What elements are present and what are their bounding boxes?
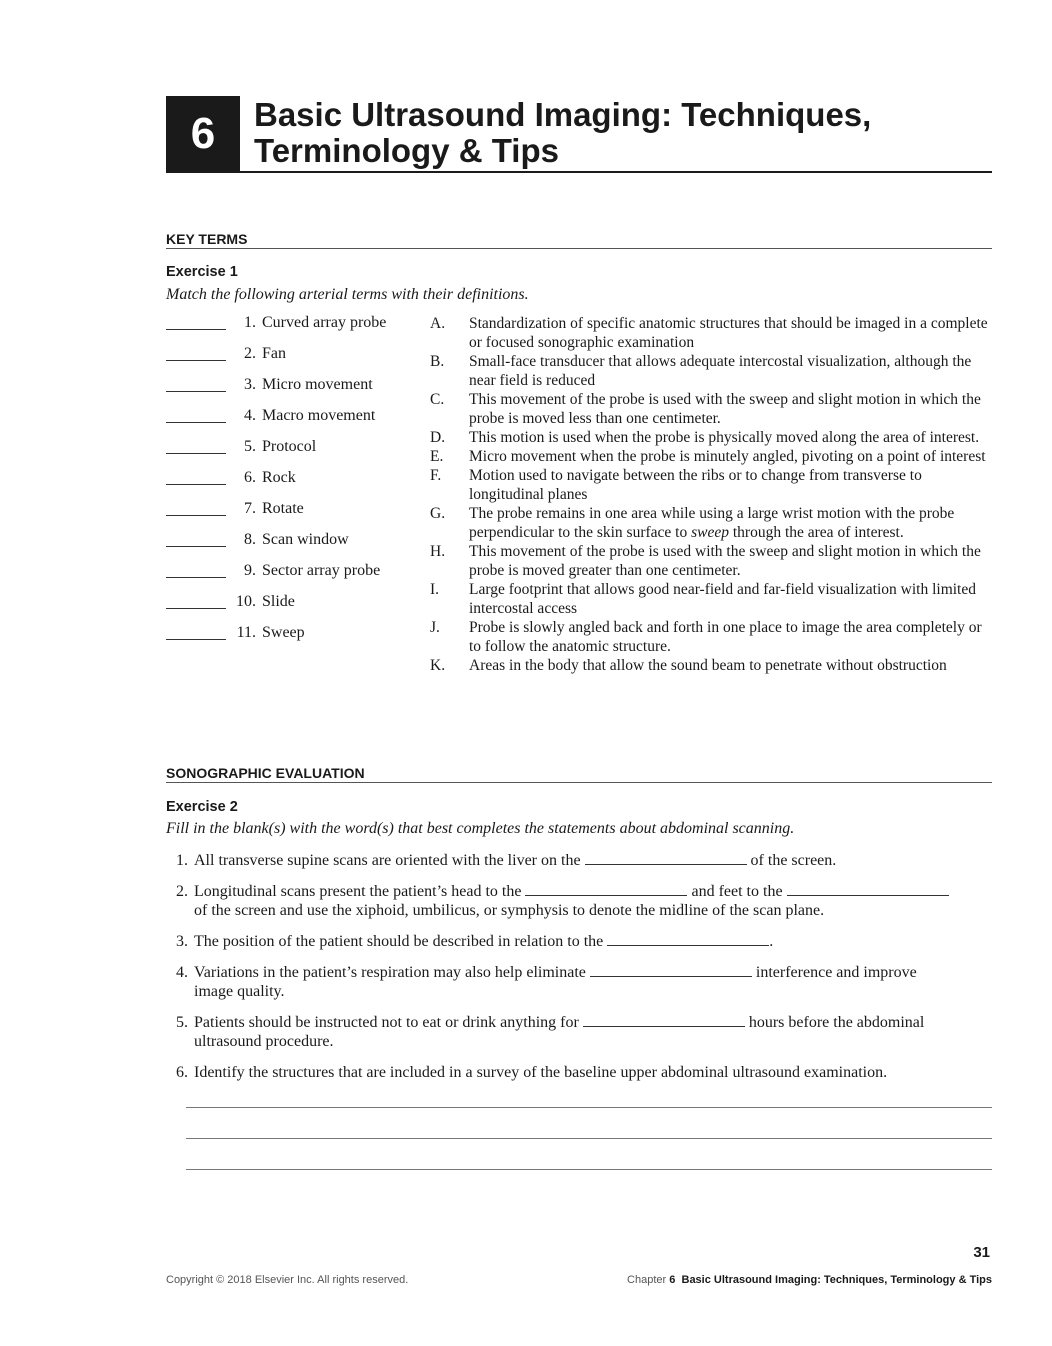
term-list xyxy=(166,314,426,655)
sonographic-evaluation-heading: SONOGRAPHIC EVALUATION xyxy=(166,765,992,783)
chapter-title-line-1: Basic Ultrasound Imaging: Techniques, xyxy=(254,96,872,133)
term-item: 7. Rotate xyxy=(166,500,426,531)
question-4: 4. Variations in the patient’s respiration may also help eliminate interference and improve image quality. xyxy=(176,964,917,1000)
definition-item: H. This movement of the probe is used with the sweep and slight motion in which the probe is moved greater than one centimeter. xyxy=(430,543,981,579)
answer-blank[interactable] xyxy=(166,595,226,609)
chapter-rule xyxy=(166,171,992,173)
term-item: 4. Macro movement xyxy=(166,407,426,438)
definition-item: C. This movement of the probe is used with the sweep and slight motion in which the probe is moved less than one centimeter. xyxy=(430,391,981,427)
copyright-notice: Copyright © 2018 Elsevier Inc. All rights reserved. xyxy=(166,1274,409,1286)
term-item: 10. Slide xyxy=(166,593,426,624)
answer-blank[interactable] xyxy=(166,378,226,392)
answer-blank[interactable] xyxy=(166,564,226,578)
chapter-number-box xyxy=(166,96,240,172)
term-item: 2. Fan xyxy=(166,345,426,376)
page-number: 31 xyxy=(973,1244,990,1261)
exercise-1-instruction: Match the following arterial terms with their definitions. xyxy=(166,286,529,303)
definition-list xyxy=(426,314,992,675)
fill-blank[interactable] xyxy=(607,933,769,946)
term-item: 8. Scan window xyxy=(166,531,426,562)
answer-line[interactable] xyxy=(186,1138,992,1139)
chapter-title-line-2: Terminology & Tips xyxy=(254,132,559,169)
question-3: 3. The position of the patient should be described in relation to the . xyxy=(176,933,774,950)
definition-item: G. The probe remains in one area while using a large wrist motion with the probe perpendicular to the skin surface to sweep through the area of interest. xyxy=(430,505,955,541)
question-1: 1. All transverse supine scans are oriented with the liver on the of the screen. xyxy=(176,852,837,869)
term-item: 9. Sector array probe xyxy=(166,562,426,593)
question-2: 2. Longitudinal scans present the patient’s head to the and feet to the of the screen and use the xiphoid, umbilicus, or symphysis to denote the midline of the scan plane. xyxy=(166,882,992,920)
answer-blank[interactable] xyxy=(166,409,226,423)
fill-blank[interactable] xyxy=(525,883,687,896)
fill-blank[interactable] xyxy=(583,1014,745,1027)
term-item: 5. Protocol xyxy=(166,438,426,469)
definition-item: J. Probe is slowly angled back and forth in one place to image the area completely or to follow the anatomic structure. xyxy=(430,619,982,655)
question-6: 6. Identify the structures that are included in a survey of the baseline upper abdominal ultrasound examination. xyxy=(176,1064,888,1081)
fill-blank[interactable] xyxy=(590,964,752,977)
definition-item: K. Areas in the body that allow the sound beam to penetrate without obstruction xyxy=(430,657,947,674)
footer-chapter-label: Chapter xyxy=(627,1274,667,1286)
term-item: 3. Micro movement xyxy=(166,376,426,407)
answer-blank[interactable] xyxy=(166,316,226,330)
fill-blank[interactable] xyxy=(787,883,949,896)
answer-line[interactable] xyxy=(186,1169,992,1170)
answer-blank[interactable] xyxy=(166,626,226,640)
footer-chapter-title: Basic Ultrasound Imaging: Techniques, Terminology & Tips xyxy=(681,1274,992,1286)
question-5: 5. Patients should be instructed not to eat or drink anything for hours before the abdominal ultrasound procedure. xyxy=(176,1014,925,1050)
definition-item: D. This motion is used when the probe is physically moved along the area of interest. xyxy=(430,429,980,446)
term-item: 11. Sweep xyxy=(166,624,426,655)
exercise-1-title: Exercise 1 xyxy=(166,264,238,280)
chapter-number: 6 xyxy=(190,109,216,158)
answer-blank[interactable] xyxy=(166,440,226,454)
definition-item: E. Micro movement when the probe is minutely angled, pivoting on a point of interest xyxy=(430,448,986,465)
definition-item: I. Large footprint that allows good near-field and far-field visualization with limited intercostal access xyxy=(430,581,976,617)
running-footer xyxy=(627,1274,992,1286)
exercise-2-title: Exercise 2 xyxy=(166,799,238,815)
answer-blank[interactable] xyxy=(166,347,226,361)
footer-chapter-number: 6 xyxy=(669,1274,676,1286)
answer-blank[interactable] xyxy=(166,471,226,485)
term-item: 1. Curved array probe xyxy=(166,314,426,345)
exercise-2-instruction: Fill in the blank(s) with the word(s) that best completes the statements about abdominal scanning. xyxy=(166,820,795,837)
definition-item: F. Motion used to navigate between the ribs or to change from transverse to longitudinal planes xyxy=(430,467,922,503)
answer-blank[interactable] xyxy=(166,502,226,516)
term-item: 6. Rock xyxy=(166,469,426,500)
key-terms-heading: KEY TERMS xyxy=(166,231,992,249)
fill-blank[interactable] xyxy=(585,852,747,865)
definition-item: A. Standardization of specific anatomic structures that should be imaged in a complete or focused sonographic examination xyxy=(430,315,988,351)
definition-item: B. Small-face transducer that allows adequate intercostal visualization, although the near field is reduced xyxy=(430,353,972,389)
answer-blank[interactable] xyxy=(166,533,226,547)
chapter-title xyxy=(254,97,994,169)
answer-line[interactable] xyxy=(186,1107,992,1108)
